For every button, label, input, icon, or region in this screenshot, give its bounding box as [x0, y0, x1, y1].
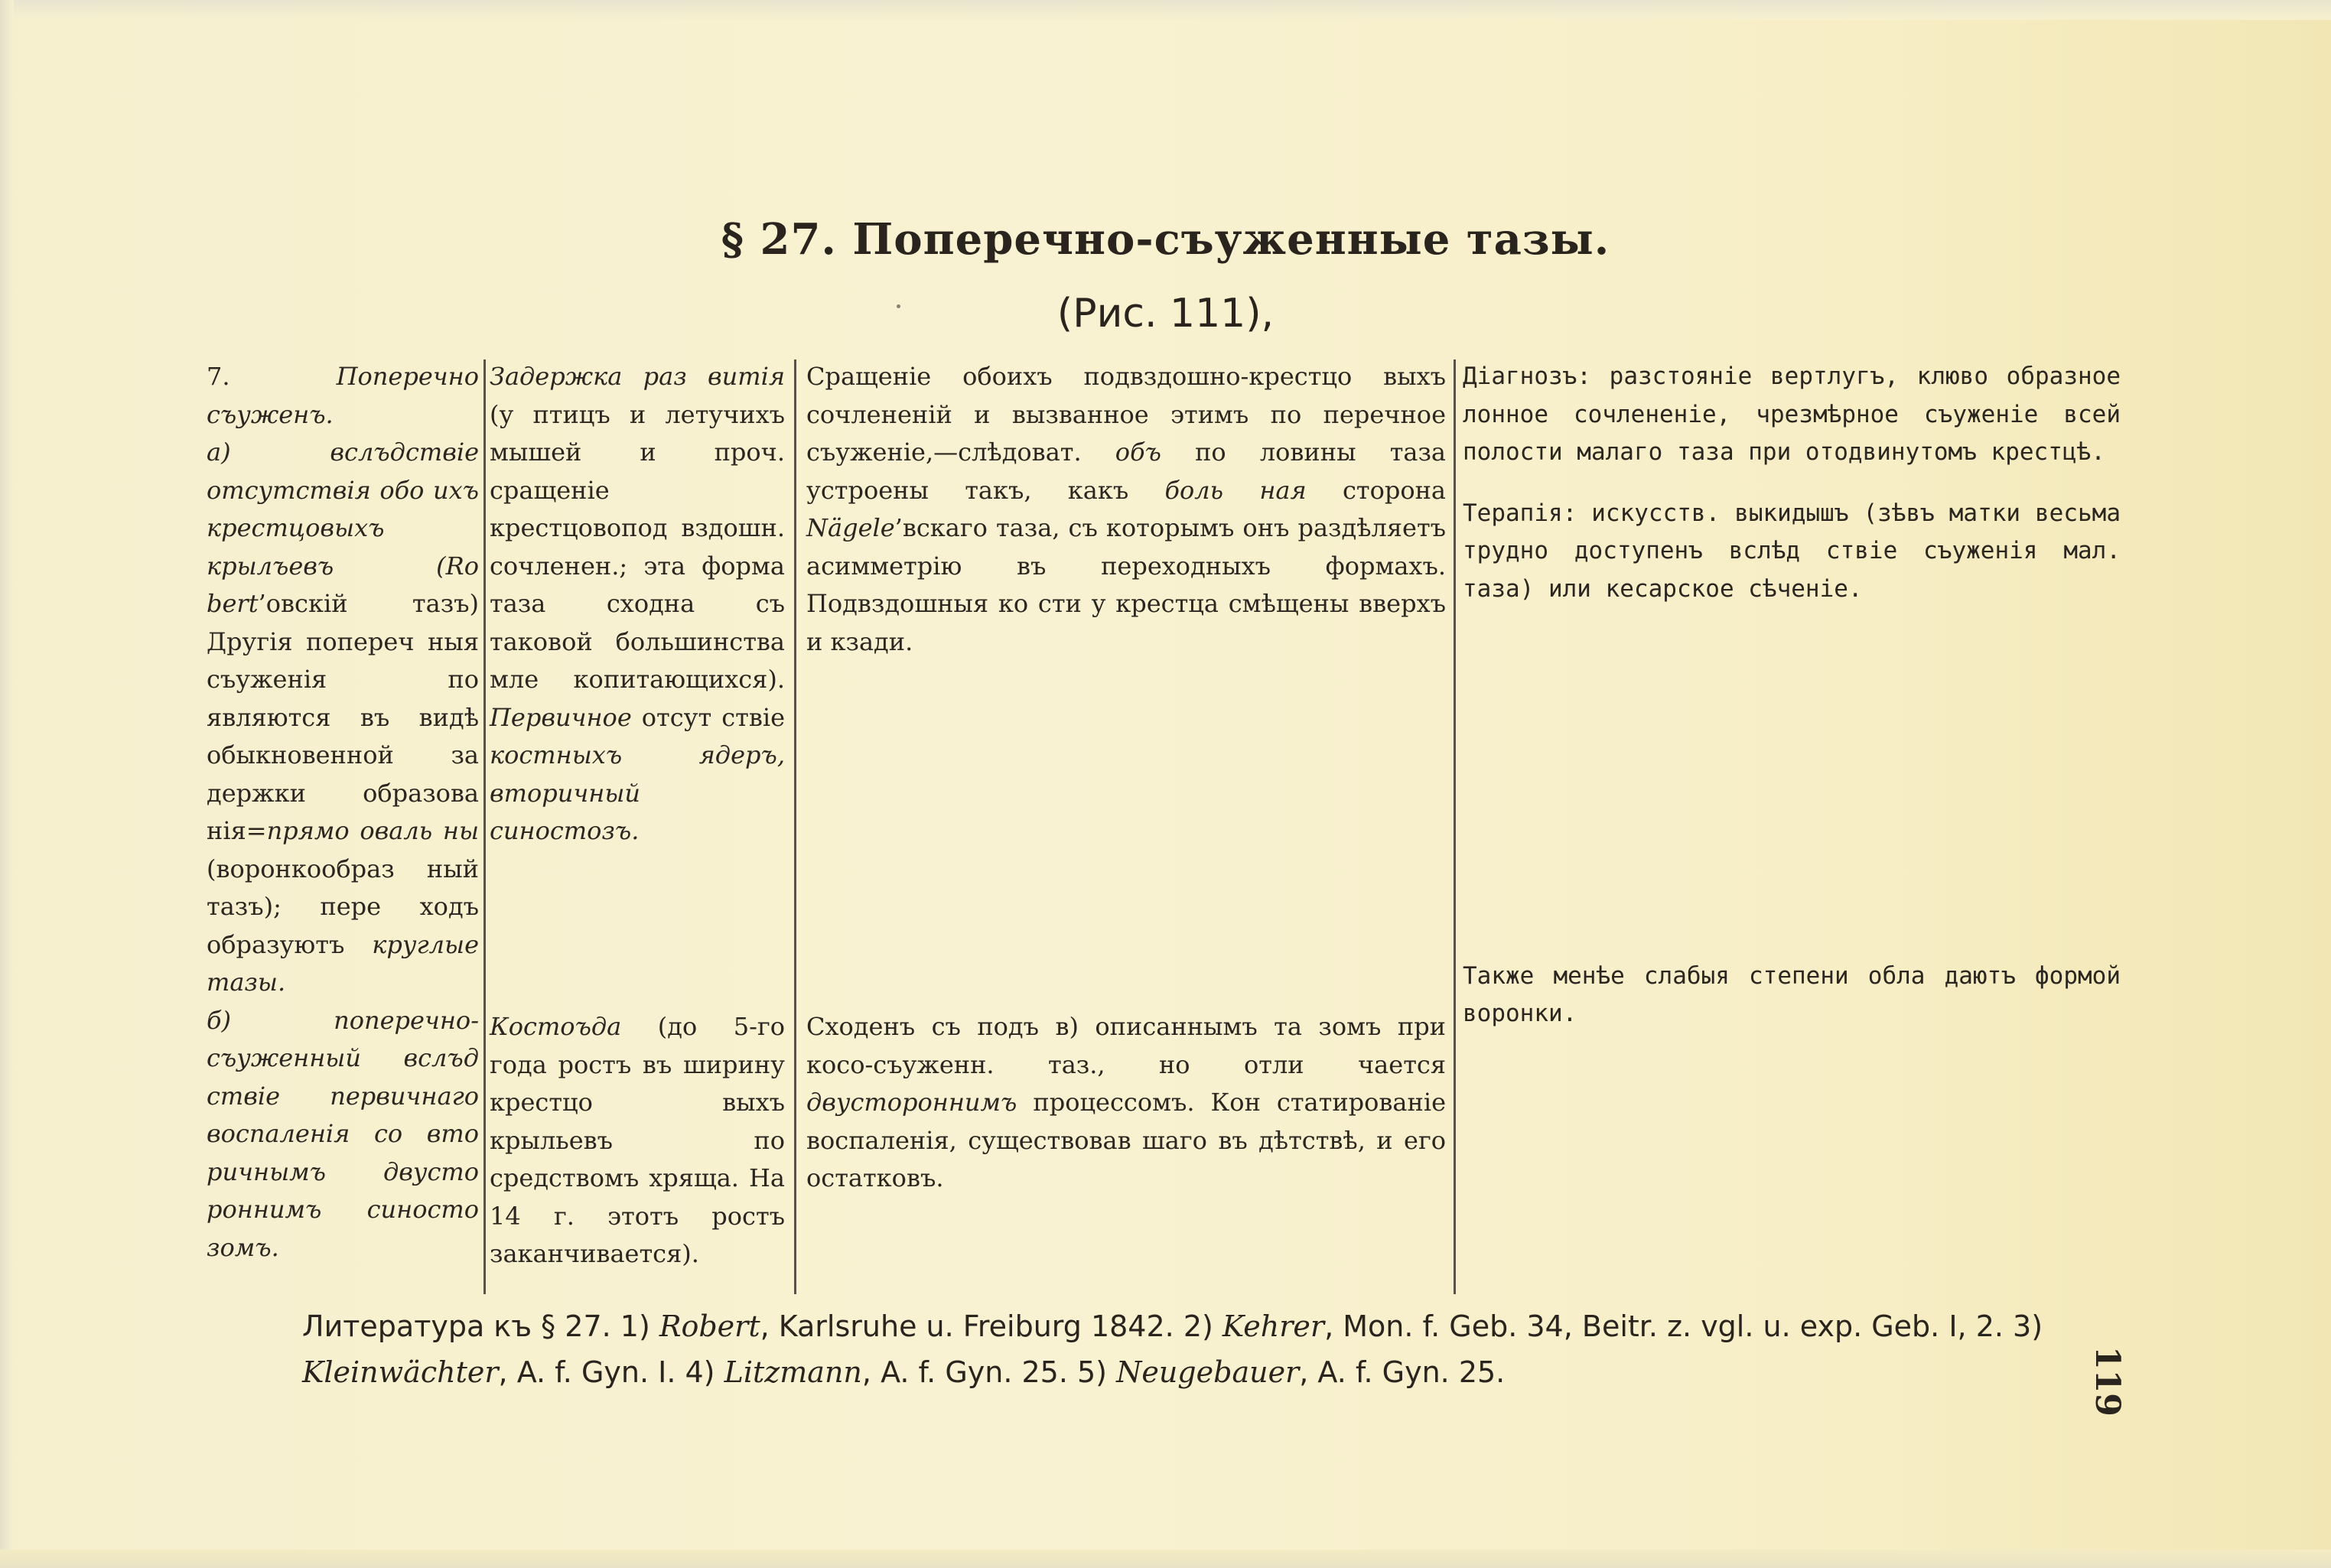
column-rule-1 — [483, 359, 486, 1294]
column-diagnosis-therapy — [1463, 358, 2121, 1033]
page-bottom-edge — [0, 1550, 2331, 1568]
page-top-edge — [0, 0, 2331, 20]
anatomy-block-2: Сходенъ съ подъ в) описаннымъ та зомъ при косо-съуженн. таз., но отли чается двустороннимъ процессомъ. Кон статированіе воспаленія, существовав шаго въ дѣтствѣ, и его остатковъ. — [806, 1012, 1446, 1192]
anatomy-block-1: Сращеніе обоихъ подвздошно-крестцо выхъ сочлененій и вызванное этимъ по перечное съуженіе,—слѣдоват. объ по ловины таза устроены такъ, какъ боль ная сторона Nägele’вскаго таза, съ которымъ онъ раздѣляетъ асимметрію въ переходныхъ формахъ. Подвздошныя ко сти у крестца смѣщены вверхъ и кзади. — [806, 362, 1447, 656]
literature-references: Литература къ § 27. 1) Robert, Karlsruhe u. Freiburg 1842. 2) Kehrer, Mon. f. Geb. 34, Beitr. z. vgl. u. exp. Geb. I, 2. 3) Kleinwächter, A. f. Gyn. I. 4) Litzmann, A. f. Gyn. 25. 5) Neugebauer, A. f. Gyn. 25. — [302, 1309, 2043, 1389]
etiology-block-2: Костоъда (до 5-го года ростъ въ ширину крестцо выхъ крыльевъ по средствомъ хряща. На 14 г. этотъ ростъ заканчивается). — [490, 1012, 785, 1268]
column-classification — [207, 358, 479, 1267]
therapy-paragraph: Терапія: искусств. выкидышъ (зѣвъ матки весьма трудно доступенъ вслѣд ствіе съуженія мал. таза) или кесарское сѣченіе. — [1463, 499, 2121, 603]
diagnosis-block-2: Также менѣе слабыя степени обла даютъ формой воронки. — [1463, 961, 2121, 1027]
column-etiology — [490, 358, 785, 1274]
classification-block-1: 7. Поперечно съуженъ. а) вслъдствіе отсутствія обо ихъ крестцовыхъ крылъевъ (Ro bert’овскій тазъ) Другія попереч ныя съуженія по являются въ видѣ обыкновенной за держки образова нія=прямо оваль ны (воронкообраз ный тазъ); пере ходъ образуютъ круглые тазы. — [207, 362, 479, 997]
page-number: 119 — [2088, 1346, 2127, 1417]
figure-reference: (Рис. 111), — [1056, 291, 1275, 337]
column-rule-2 — [794, 359, 796, 1294]
section-title: § 27. Поперечно-съуженные тазы. — [721, 214, 1610, 265]
column-anatomy — [806, 358, 1446, 1198]
column-rule-3 — [1454, 359, 1456, 1294]
diagnosis-paragraph: Діагнозъ: разстояніе вертлугъ, клюво образное лонное сочлененіе, чрезмѣрное съуженіе всей полости малаго таза при отодвинутомъ крестцѣ. — [1463, 363, 2121, 466]
etiology-block-1: Задержка раз витія (у птицъ и летучихъ мышей и проч. сращеніе крестцовопод вздошн. сочленен.; эта форма таза сходна съ таковой большинства мле копитающихся). Первичное отсут ствіе костныхъ ядеръ, вторичный синостозъ. — [490, 362, 785, 845]
classification-block-2: б) поперечно-съуженный вслъд ствіе первичнаго воспаленія со вто ричнымъ двусто роннимъ синосто зомъ. — [207, 1005, 479, 1262]
